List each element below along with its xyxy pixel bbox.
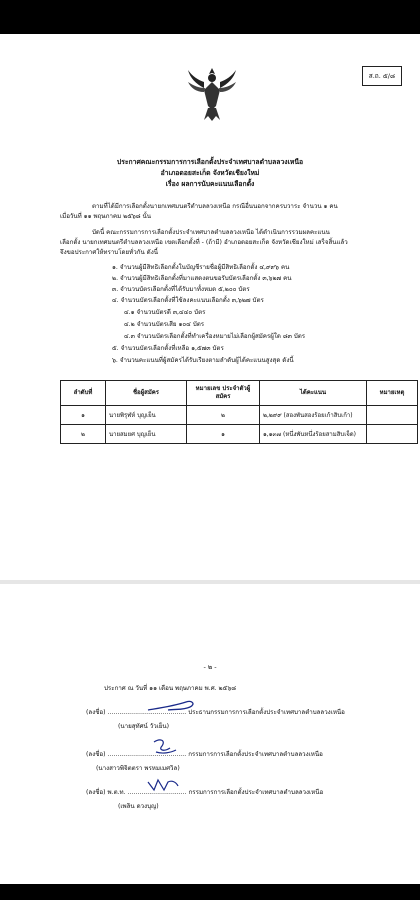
signer-name-2: (นางสาวพิจิตตรา พรหมเมศวิล) bbox=[96, 765, 180, 772]
signature-line-1 bbox=[86, 708, 345, 717]
document-page-2 bbox=[0, 584, 420, 884]
signature-line-3 bbox=[86, 788, 323, 797]
garuda-emblem-icon bbox=[186, 66, 238, 122]
announcement-date: ประกาศ ณ วันที่ ๑๑ เดือน พฤษภาคม พ.ศ. ๒๕๖๘ bbox=[104, 685, 237, 692]
result-item-4-2: ๔.๒ จำนวนบัตรเสีย ๑๐๔ บัตร bbox=[124, 321, 205, 328]
announcement-title: ประกาศคณะกรรมการการเลือกตั้งประจำเทศบาลตำบลลวงเหนือ bbox=[116, 158, 304, 166]
subject-line: เรื่อง ผลการนับคะแนนเลือกตั้ง bbox=[165, 180, 255, 188]
document-page-1 bbox=[0, 34, 420, 580]
table-row bbox=[61, 425, 418, 444]
result-item-1: ๑. จำนวนผู้มีสิทธิเลือกตั้งในบัญชีรายชื่อผู้มีสิทธิเลือกตั้ง ๔,๙๙๖ คน bbox=[112, 264, 290, 271]
col-votes: ได้คะแนน bbox=[260, 381, 367, 406]
result-item-2: ๒. จำนวนผู้มีสิทธิเลือกตั้งที่มาแสดงตนขอรับบัตรเลือกตั้ง ๓,๖๒๗ คน bbox=[112, 275, 292, 282]
sign-prefix: (ลงชื่อ) bbox=[86, 751, 106, 758]
signer-name-3: (เพลิน ดวงบุญ) bbox=[118, 803, 159, 810]
sign-role: กรรมการการเลือกตั้งประจำเทศบาลตำบลลวงเหนือ bbox=[188, 789, 324, 796]
body-line-1: บัดนี้ คณะกรรมการการเลือกตั้งประจำเทศบาลตำบลลวงเหนือ ได้ดำเนินการรวมผลคะแนน bbox=[92, 229, 330, 236]
table-header-row bbox=[61, 381, 418, 406]
intro-line-2: เมื่อวันที่ ๑๑ พฤษภาคม ๒๕๖๘ นั้น bbox=[60, 213, 152, 220]
cell-candidate-name: นายสมยศ บุญเย็น bbox=[106, 425, 187, 444]
signer-name-1: (นายสุทัศน์ วัวเย็น) bbox=[118, 723, 170, 730]
form-number-box: ส.ถ. ๕/๘ bbox=[362, 66, 402, 86]
page-number: - ๒ - bbox=[203, 663, 217, 671]
sign-prefix: (ลงชื่อ) bbox=[86, 709, 106, 716]
sign-prefix: (ลงชื่อ) พ.ต.ท. bbox=[86, 789, 126, 796]
signature-line-2 bbox=[86, 750, 323, 759]
cell-candidate-number: ๒ bbox=[187, 406, 260, 425]
results-table bbox=[60, 380, 418, 444]
cell-votes: ๒,๒๙๙ (สองพันสองร้อยเก้าสิบเก้า) bbox=[260, 406, 367, 425]
result-item-5: ๕. จำนวนบัตรเลือกตั้งที่เหลือ ๑,๕๗๓ บัตร bbox=[112, 345, 224, 352]
top-black-bar bbox=[0, 0, 420, 34]
cell-candidate-name: นายพิรุฬห์ บุญเย็น bbox=[106, 406, 187, 425]
bottom-black-bar bbox=[0, 884, 420, 900]
body-line-3: จึงขอประกาศให้ทราบโดยทั่วกัน ดังนี้ bbox=[60, 249, 158, 256]
sign-role: ประธานกรรมการการเลือกตั้งประจำเทศบาลตำบลลวงเหนือ bbox=[188, 709, 345, 716]
cell-votes: ๑,๑๓๗ (หนึ่งพันหนึ่งร้อยสามสิบเจ็ด) bbox=[260, 425, 367, 444]
result-item-4-1: ๔.๑ จำนวนบัตรดี ๓,๔๔๐ บัตร bbox=[124, 309, 206, 316]
result-item-3: ๓. จำนวนบัตรเลือกตั้งที่ได้รับมาทั้งหมด ๕,๒๐๐ บัตร bbox=[112, 286, 250, 293]
col-candidate-number: หมายเลข ประจำตัวผู้สมัคร bbox=[187, 381, 260, 406]
intro-line-1: ตามที่ได้มีการเลือกตั้งนายกเทศมนตรีตำบลลวงเหนือ กรณีอื่นนอกจากครบวาระ จำนวน ๑ คน bbox=[92, 203, 338, 210]
sign-dots: ........................................ bbox=[107, 751, 187, 758]
cell-order: ๑ bbox=[61, 406, 106, 425]
sign-dots: .............................. bbox=[127, 789, 187, 796]
result-item-6: ๖. จำนวนคะแนนที่ผู้สมัครได้รับเรียงตามลำดับผู้ได้คะแนนสูงสุด ดังนี้ bbox=[112, 357, 294, 364]
col-remark: หมายเหตุ bbox=[367, 381, 418, 406]
cell-remark bbox=[367, 425, 418, 444]
district-line: อำเภอดอยสะเก็ด จังหวัดเชียงใหม่ bbox=[160, 169, 260, 177]
col-order: ลำดับที่ bbox=[61, 381, 106, 406]
col-candidate-name: ชื่อผู้สมัคร bbox=[106, 381, 187, 406]
cell-remark bbox=[367, 406, 418, 425]
cell-order: ๒ bbox=[61, 425, 106, 444]
sign-role: กรรมการการเลือกตั้งประจำเทศบาลตำบลลวงเหนือ bbox=[188, 751, 323, 758]
result-item-4-3: ๔.๓ จำนวนบัตรเลือกตั้งที่ทำเครื่องหมายไม่เลือกผู้สมัครผู้ใด ๘๓ บัตร bbox=[124, 333, 306, 340]
cell-candidate-number: ๑ bbox=[187, 425, 260, 444]
result-item-4: ๔. จำนวนบัตรเลือกตั้งที่ใช้ลงคะแนนเลือกตั้ง ๓,๖๒๗ บัตร bbox=[112, 297, 264, 304]
body-line-2: เลือกตั้ง นายกเทศมนตรีตำบลลวงเหนือ เขตเลือกตั้งที่ - (ถ้ามี) อำเภอดอยสะเก็ด จังหวัดเชียงใหม่ เสร็จสิ้นแล้ว bbox=[60, 239, 348, 246]
sign-dots: ........................................ bbox=[107, 709, 187, 716]
table-row bbox=[61, 406, 418, 425]
